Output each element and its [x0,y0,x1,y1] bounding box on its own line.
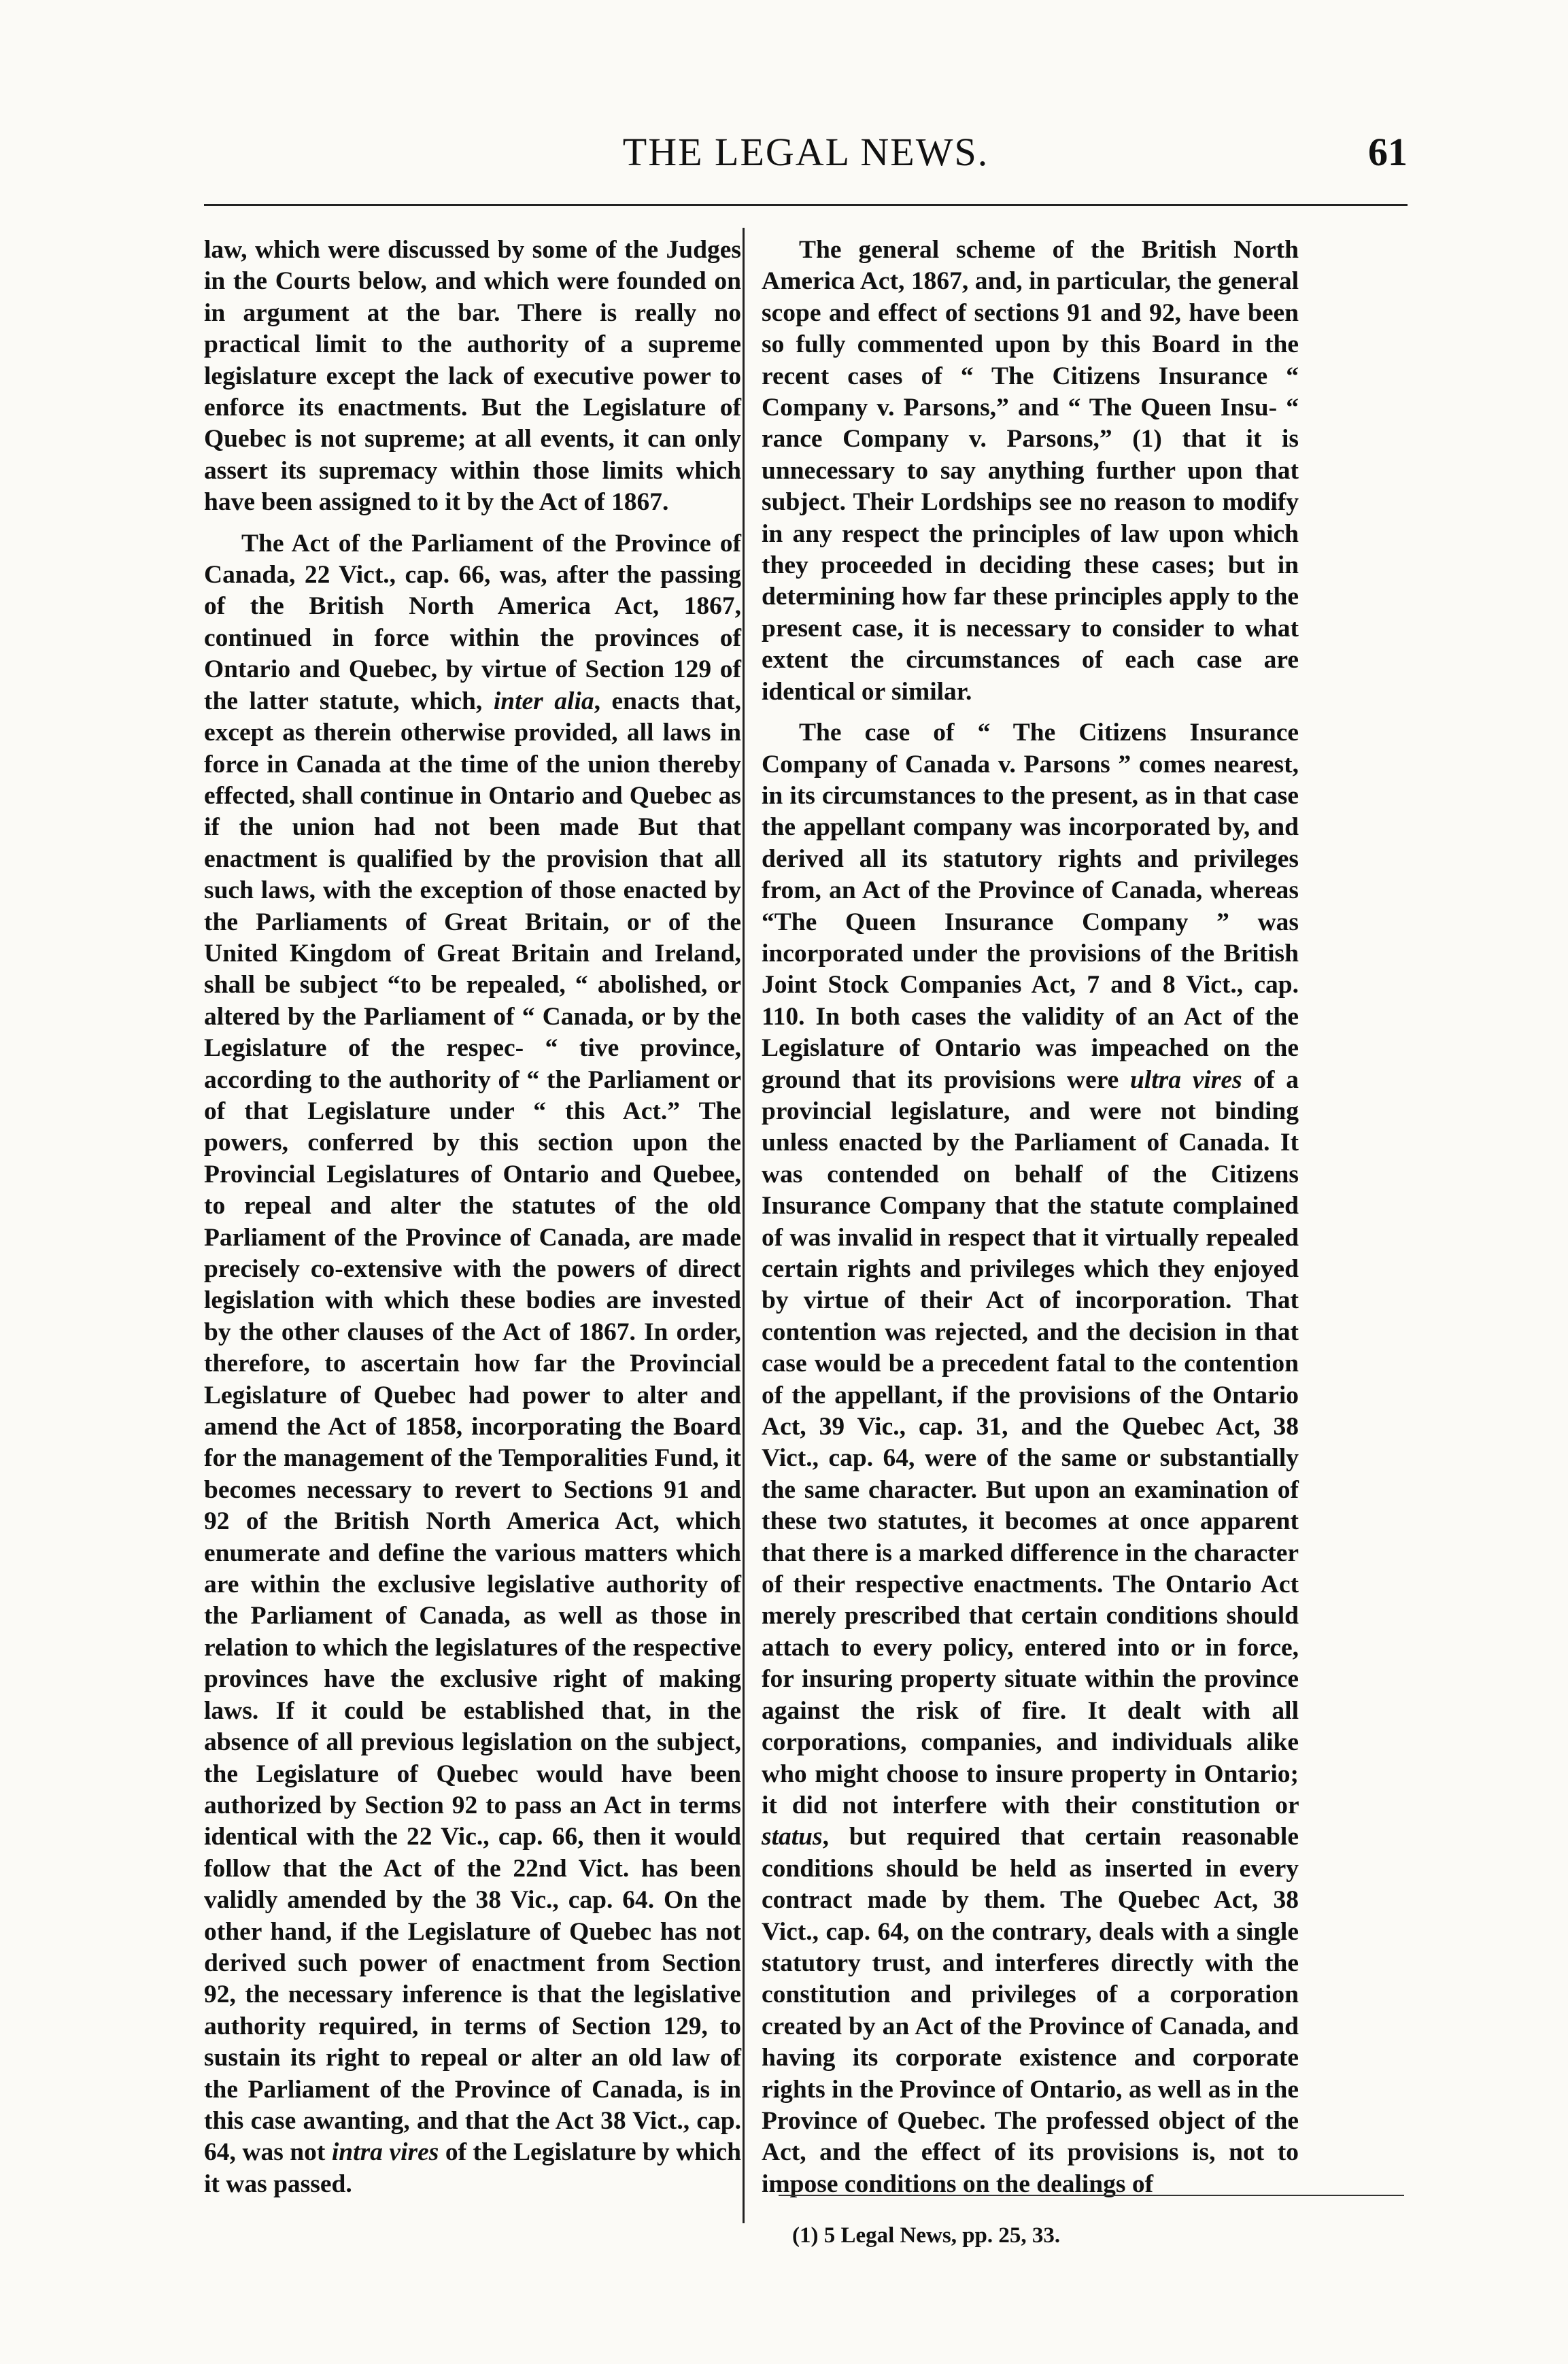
right-p2-text-a: The case of “ The Citizens Insurance Company of Canada v. Parsons ” comes nearest, in its circumstances to the present, as in that case the appellant company was incorporated by, and derived all its statutory rights and privileges from, an Act of the Province of Canada, whereas “The Queen Insurance Company ” was incorporated under the provisions of the British Joint Stock Companies Act, 7 and 8 Vict., cap. 110. In both cases the validity of an Act of the Legislature of Ontario was impeached on the ground that its provisions were [762,719,1299,1094]
header-rule [204,204,1408,206]
left-p2-text-c: of the Legislature by which it was passed. [204,2138,742,2198]
page-header [204,129,1408,190]
right-p2-italic-2: status [762,1823,823,1851]
right-paragraph-1: The general scheme of the British North America Act, 1867, and, in particular, the general scope and effect of sections 91 and 92, have been so fully commented upon by this Board in the recent cases of “ The Citizens Insurance “ Company v. Parsons,” and “ The Queen Insu- “ rance Company v. Parsons,” (1) that it is unnecessary to say anything further upon that subject. Their Lordships see no reason to modify in any respect the principles of law upon which they proceeded in deciding these cases; but in determining how far these principles apply to the present case, it is necessary to consider to what extent the circumstances of each case are identical or similar. [762,236,1299,706]
right-column [762,235,1299,2210]
left-p2-italic-1: inter alia [493,687,594,715]
column-divider [743,228,745,2223]
right-p2-text-b: of a provincial legislature, and were not binding unless enacted by the Parliament of Canada. It was contended on behalf of the Citizens Insurance Company that the statute complained of was invalid in respect that it virtually repealed certain rights and privileges which they enjoyed by virtue of their Act of incorporation. That contention was rejected, and the decision in that case would be a precedent fatal to the contention of the appellant, if the provisions of the Ontario Act, 39 Vic., cap. 31, and the Quebec Act, 38 Vict., cap. 64, were of the same or substantially the same character. But upon an examination of these two statutes, it becomes at once apparent that there is a marked difference in the character of their respective enactments. The Ontario Act merely prescribed that certain conditions should attach to every policy, entered into or in force, for insuring property situate within the province against the risk of fire. It dealt with all corporations, companies, and individuals alike who might choose to insure property in Ontario; it did not interfere with their constitution or [762,1065,1299,1819]
footnote: (1) 5 Legal News, pp. 25, 33. [792,2223,1061,2248]
left-paragraph-2 [204,528,741,2201]
left-column [204,235,741,2210]
left-p2-italic-2: intra vires [331,2138,439,2167]
left-p2-text-b: , enacts that, except as therein otherwise provided, all laws in force in Canada at the time of the union thereby effected, shall continue in Ontario and Quebec as if the union had not been made But that enactment is qualified by the provision that all such laws, with the exception of those enacted by the Parliaments of Great Britain, or of the United Kingdom of Great Britain and Ireland, shall be subject “to be repealed, “ abolished, or altered by the Parliament of “ Canada, or by the Legislature of the respec- “ tive province, according to the authority of “ the Parliament or of that Legislature under “ this Act.” The powers, conferred by this section upon the Provincial Legislatures of Ontario and Quebee, to repeal and alter the statutes of the old Parliament of the Province of Canada, are made precisely co-extensive with the powers of direct legislation with which these bodies are invested by the other clauses of the Act of 1867. In order, therefore, to ascertain how far the Provincial Legislature of Quebec had power to alter and amend the Act of 1858, incorporating the Board for the management of the Temporalities Fund, it becomes necessary to revert to Sections 91 and 92 of the British North America Act, which enumerate and define the various matters which are within the exclusive legislative authority of the Parliament of Canada, as well as those in relation to which the legislatures of the respective provinces have the exclusive right of making laws. If it could be established that, in the absence of all previous legislation on the subject, the Legislature of Quebec would have been authorized by Section 92 to pass an Act in terms identical with the 22 Vic., cap. 66, then it would follow that the Act of the 22nd Vict. has been validly amended by the 38 Vic., cap. 64. On the other hand, if the Legislature of Quebec has not derived such power of enactment from Section 92, the necessary inference is that the legislative authority required, in terms of Section 129, to sustain its right to repeal or alter an old law of the Parliament of the Province of Canada, is in this case awanting, and that the Act 38 Vict., cap. 64, was not [204,687,742,2167]
right-paragraph-2 [762,717,1299,2200]
page-title: THE LEGAL NEWS. [622,130,989,174]
left-p2-text-a: The Act of the Parliament of the Province of Canada, 22 Vict., cap. 66, was, after the passing of the British North America Act, 1867, continued in force within the provinces of Ontario and Quebec, by virtue of Section 129 of the latter statute, which, [204,529,741,715]
page-number: 61 [1368,130,1408,174]
left-paragraph-1: law, which were discussed by some of the Judges in the Courts below, and which were founded on in argument at the bar. There is really no practical limit to the authority of a supreme legislature except the lack of executive power to enforce its enactments. But the Legislature of Quebec is not supreme; at all events, it can only assert its supremacy within those limits which have been assigned to it by the Act of 1867. [204,236,741,517]
right-p2-italic-1: ultra vires [1129,1065,1242,1094]
footnote-rule [779,2195,1404,2196]
right-p2-text-c: , but required that certain reasonable conditions should be held as inserted in every contract made by them. The Quebec Act, 38 Vict., cap. 64, on the contrary, deals with a single statutory trust, and interferes directly with the constitution and privileges of a corporation created by an Act of the Province of Canada, and having its corporate existence and corporate rights in the Province of Ontario, as well as in the Province of Quebec. The professed object of the Act, and the effect of its provisions is, not to impose conditions on the dealings of [762,1823,1299,2198]
